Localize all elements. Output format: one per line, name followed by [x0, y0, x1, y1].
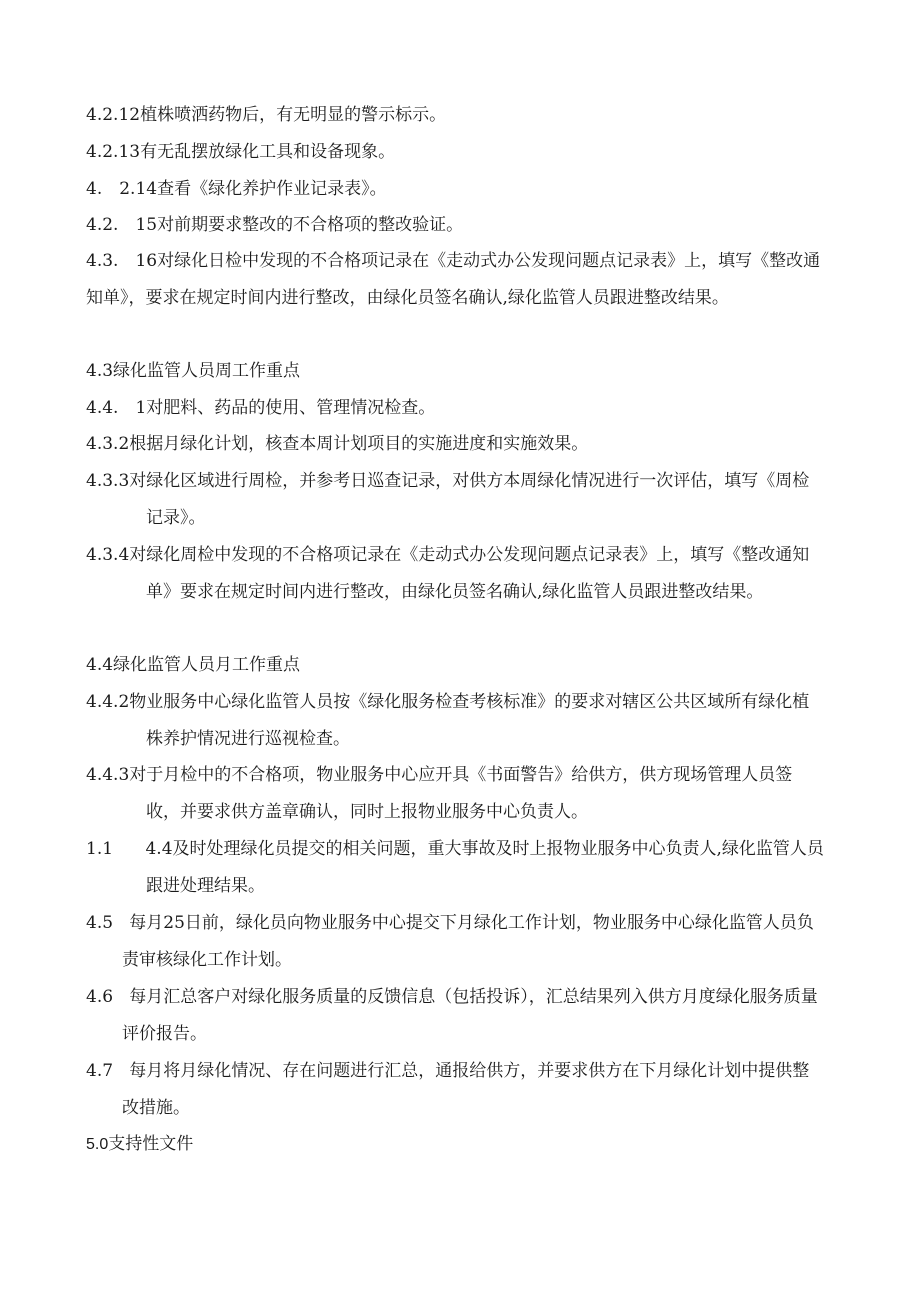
- clause-4-5: [86, 905, 826, 979]
- clause-text: 有无乱摆放绿化工具和设备现象。: [140, 142, 396, 162]
- clause-4-4-1: [86, 390, 826, 427]
- clause-number: 4.6: [86, 987, 114, 1007]
- clause-number: 4.4.2: [86, 692, 130, 712]
- clause-text: 每月25日前，绿化员向物业服务中心提交下月绿化工作计划，物业服务中心绿化监管人员负责审核绿化工作计划。: [122, 913, 814, 970]
- clause-number: 4.2.12: [86, 105, 141, 125]
- clause-text: 每月将月绿化情况、存在问题进行汇总，通报给供方，并要求供方在下月绿化计划中提供整改措施。: [122, 1061, 810, 1118]
- clause-text: 对于月检中的不合格项，物业服务中心应开具《书面警告》给供方，供方现场管理人员签收，并要求供方盖章确认，同时上报物业服务中心负责人。: [129, 765, 793, 822]
- clause-4-2-14: [86, 171, 826, 208]
- clause-text: 对绿化日检中发现的不合格项记录在《走动式办公发现问题点记录表》上，填写《整改通知单》，要求在规定时间内进行整改，由绿化员签名确认,绿化监管人员跟进整改结果。: [86, 251, 821, 308]
- clause-4-4-2: [86, 684, 826, 758]
- clause-number: 4.2. 15: [86, 215, 158, 235]
- clause-number: 4.4: [86, 655, 114, 675]
- clause-4-7: [86, 1053, 826, 1127]
- clause-4-3-4: [86, 537, 826, 611]
- clause-1-1: [86, 831, 826, 905]
- clause-text: 4.4及时处理绿化员提交的相关问题，重大事故及时上报物业服务中心负责人,绿化监管人员跟进处理结果。: [145, 839, 824, 896]
- clause-4-2-13: [86, 134, 826, 171]
- clause-4-2-12: [86, 97, 826, 134]
- clause-4-4-3: [86, 757, 826, 831]
- clause-text: 绿化监管人员月工作重点: [113, 655, 301, 675]
- clause-number: 4.4. 1: [86, 398, 147, 418]
- clause-text: 绿化监管人员周工作重点: [113, 361, 301, 381]
- clause-text: 对肥料、药品的使用、管理情况检查。: [146, 398, 436, 418]
- clause-4-4-heading: [86, 647, 826, 684]
- clause-text: 根据月绿化计划，核查本周计划项目的实施进度和实施效果。: [129, 434, 589, 454]
- clause-4-2-15: [86, 207, 826, 244]
- clause-number: 4.3: [86, 361, 114, 381]
- clause-number: 4.2.13: [86, 142, 141, 162]
- clause-text: 每月汇总客户对绿化服务质量的反馈信息（包括投诉），汇总结果列入供方月度绿化服务质量评价报告。: [122, 987, 818, 1044]
- clause-number: 4.3.2: [86, 434, 130, 454]
- clause-text: 查看《绿化养护作业记录表》。: [157, 179, 387, 199]
- clause-text: 对绿化区域进行周检，并参考日巡查记录，对供方本周绿化情况进行一次评估，填写《周检记录》。: [129, 471, 810, 528]
- clause-number: 4.7: [86, 1061, 114, 1081]
- clause-4-3-heading: [86, 353, 826, 390]
- clause-number: 4.3. 16: [86, 251, 158, 271]
- clause-text: 对绿化周检中发现的不合格项记录在《走动式办公发现问题点记录表》上，填写《整改通知单》要求在规定时间内进行整改，由绿化员签名确认,绿化监管人员跟进整改结果。: [129, 545, 810, 602]
- clause-number: 4.5: [86, 913, 114, 933]
- clause-4-6: [86, 979, 826, 1053]
- clause-text: 植株喷洒药物后，有无明显的警示标示。: [140, 105, 447, 125]
- clause-4-3-16: [86, 243, 826, 317]
- section-title: 支持性文件: [108, 1134, 194, 1154]
- clause-number: 4.4.3: [86, 765, 130, 785]
- clause-text: 对前期要求整改的不合格项的整改验证。: [157, 215, 464, 235]
- clause-4-3-3: [86, 463, 826, 537]
- section-5-0-heading: [86, 1126, 193, 1163]
- clause-4-3-2: [86, 426, 826, 463]
- clause-number: 4.3.4: [86, 545, 130, 565]
- clause-number: 4.3.3: [86, 471, 130, 491]
- clause-text: 物业服务中心绿化监管人员按《绿化服务检查考核标准》的要求对辖区公共区域所有绿化植株养护情况进行巡视检查。: [129, 692, 810, 749]
- clause-number: 4. 2.14: [86, 179, 158, 199]
- clause-number: 1.1: [86, 839, 114, 859]
- section-number: 5.0: [86, 1136, 109, 1153]
